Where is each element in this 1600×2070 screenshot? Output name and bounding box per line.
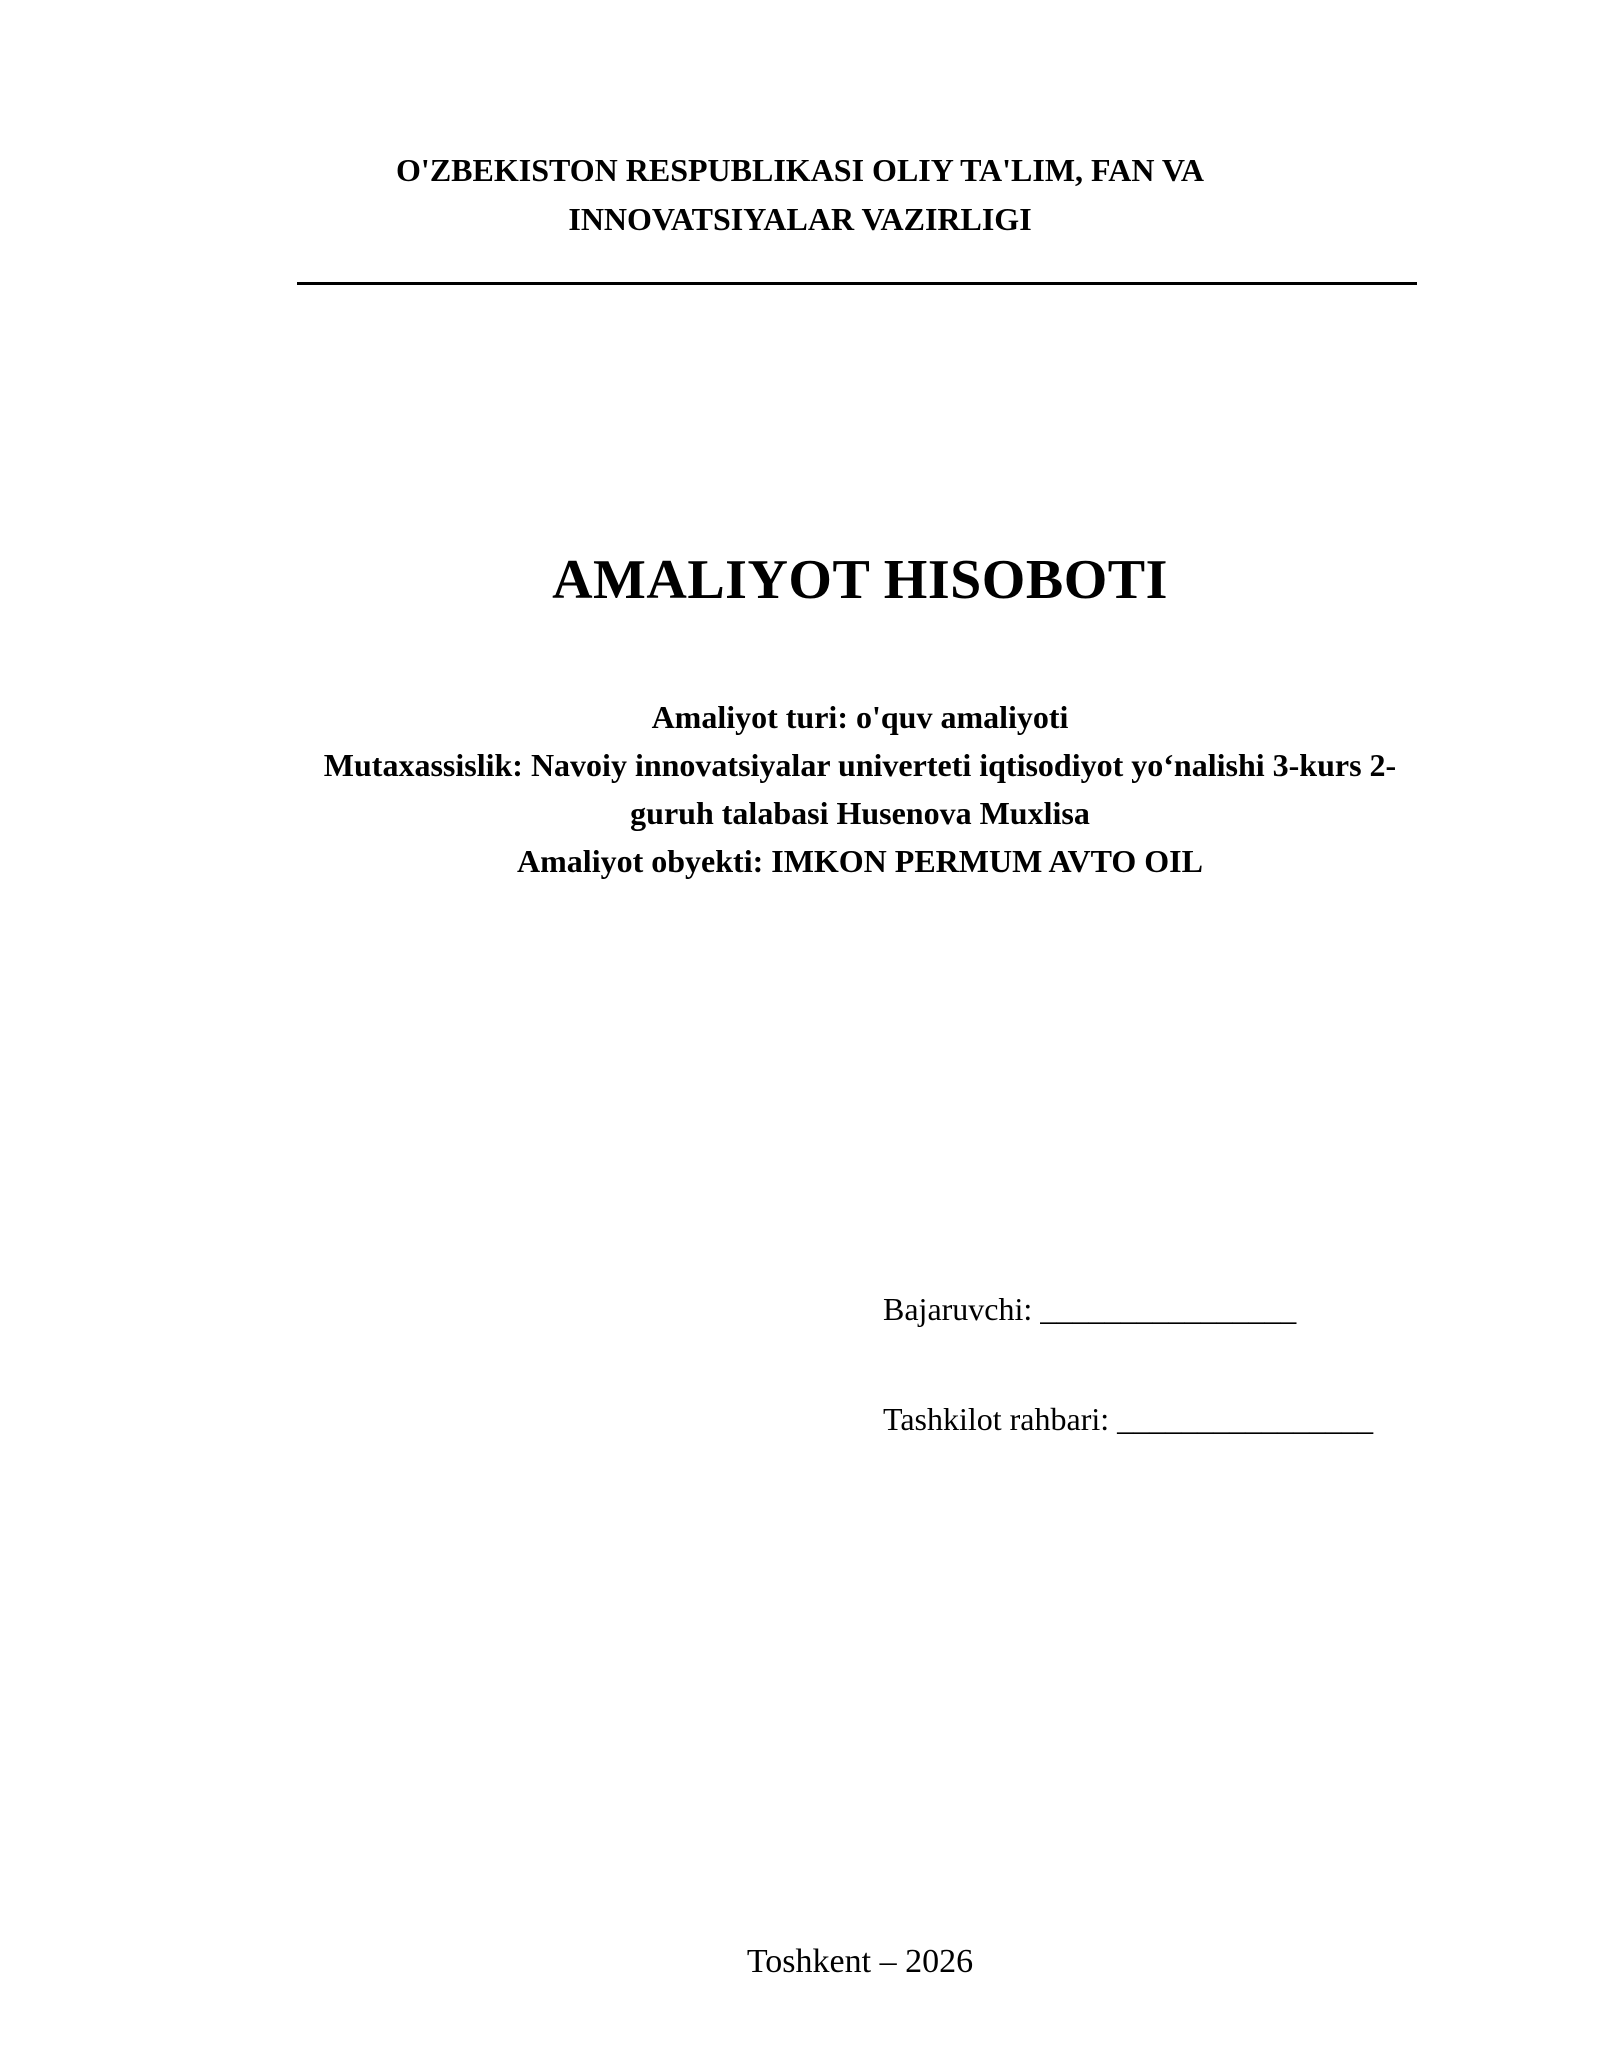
ministry-heading-line-2: INNOVATSIYALAR VAZIRLIGI bbox=[568, 201, 1032, 237]
signature-block bbox=[883, 1285, 1373, 1443]
report-title: AMALIYOT HISOBOTI bbox=[552, 549, 1168, 611]
city-year: Toshkent – 2026 bbox=[746, 1943, 974, 1980]
practice-type: Amaliyot turi: o'quv amaliyoti bbox=[651, 699, 1069, 735]
practice-object: Amaliyot obyekti: IMKON PERMUM AVTO OIL bbox=[517, 843, 1203, 879]
header-divider bbox=[297, 282, 1417, 285]
report-details bbox=[200, 693, 1520, 885]
ministry-heading bbox=[200, 146, 1400, 244]
supervisor-signature-line: Tashkilot rahbari: ________________ bbox=[883, 1401, 1374, 1437]
specialty-line-1: Mutaxassislik: Navoiy innovatsiyalar univerteti iqtisodiyot yo‘nalishi 3-kurs 2- bbox=[323, 747, 1397, 783]
specialty-line-2: guruh talabasi Husenova Muxlisa bbox=[630, 795, 1090, 831]
ministry-heading-line-1: O'ZBEKISTON RESPUBLIKASI OLIY TA'LIM, FAN VA bbox=[396, 152, 1204, 188]
executor-signature-line: Bajaruvchi: ________________ bbox=[883, 1291, 1297, 1327]
